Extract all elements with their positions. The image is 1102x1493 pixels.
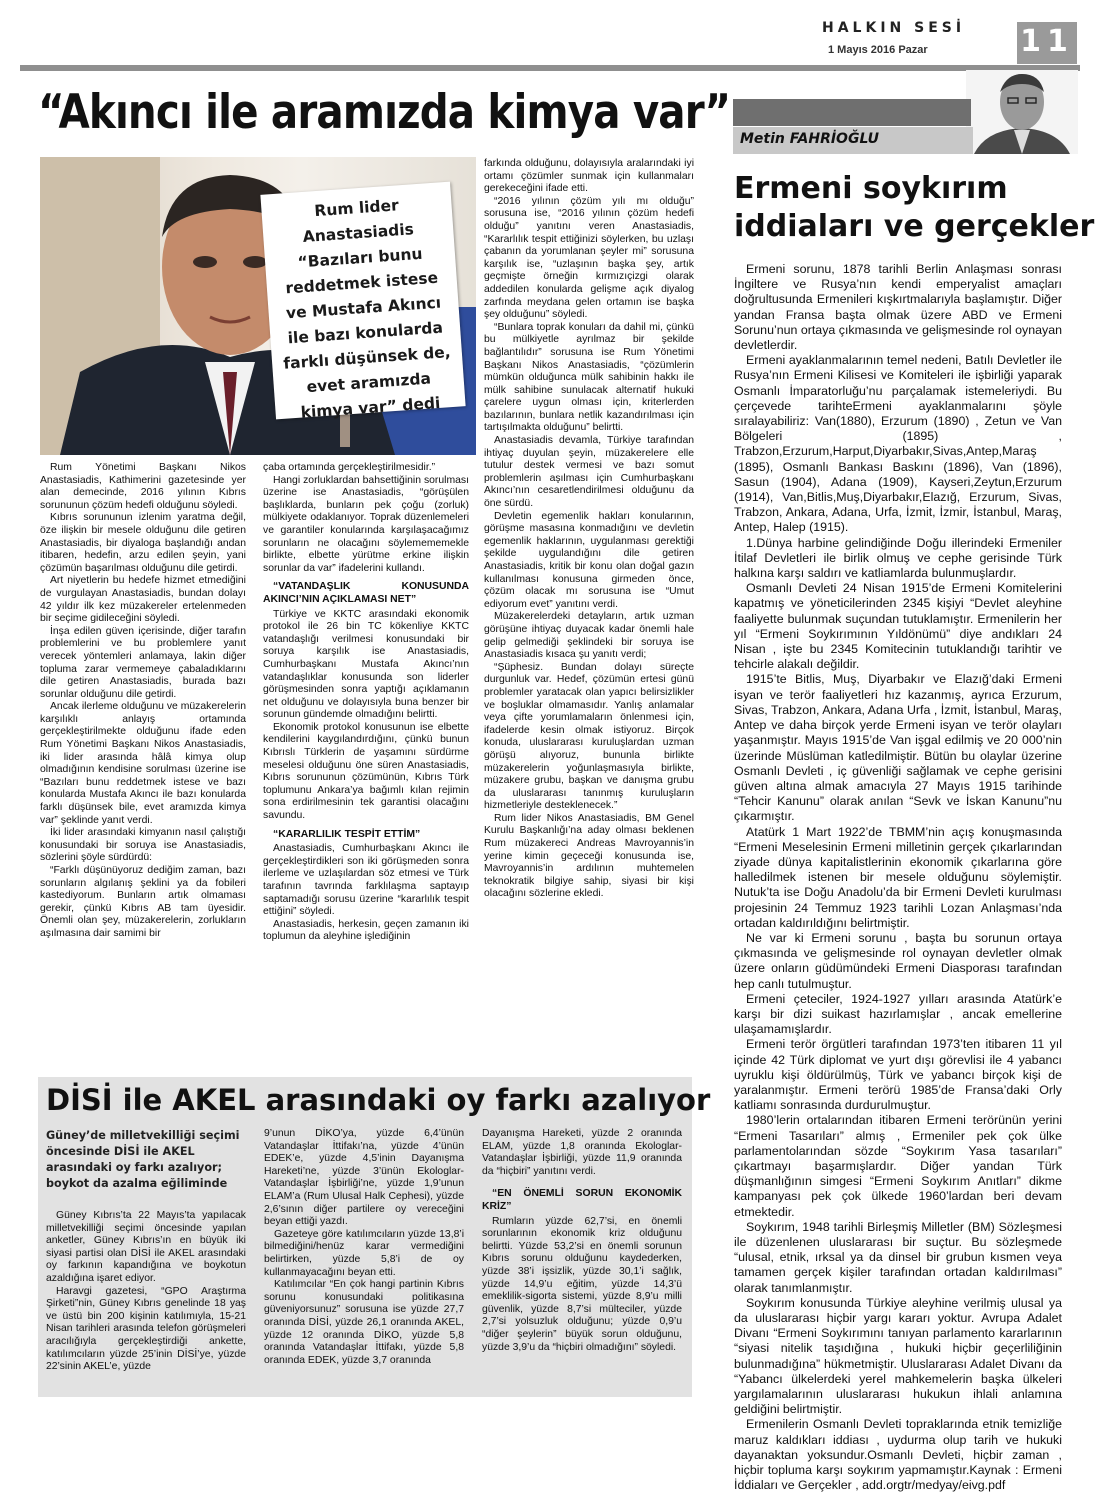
- paragraph: Müzakerelerdeki detayların, artık uzman görüşüne ihtiyaç duyacak kadar önemli hale gelip gelmediği şeklindeki bir soruya ise Anastasiadis kısaca şu yanıtı verdi;: [484, 611, 694, 661]
- paragraph: 9’unun DİKO’ya, yüzde 6,4’ünün Vatandaşlar İttifakı’na, yüzde 4’ünün EDEK’e, yüzde 4,5’inin Dayanışma Hareketi’ne, yüzde 3’ünün Ekologlar-Vatandaşlar İşbirliği’ne, yüzde 1,9’unun ELAM’a (Rum Ulusal Halk Cephesi), yüzde 2,6’sının diğer partilere oy vereceğini beyan ettiği yazdı.: [264, 1128, 464, 1228]
- paragraph: Soykırım konusunda Türkiye aleyhine verilmiş ulusal ya da uluslararası hiçbir yargı kararı yoktur. Avrupa Adalet Divanı “Ermeni Soykırımını tanıyan parlamento kararlarının “siyasi nitelik taşıdığına , hukuki hiçbir geçerliliğinin bulunmadığına” hükmetmiştir. Uluslararası Adalet Divanı da “Yabancı ülkelerdeki yerel mahkemelerin başka ülkeleri yargılamalarının uluslararası hukukun ihlali anlamına geldiğini belirtmiştir.: [734, 1295, 1062, 1417]
- paragraph: Ermeni çeteciler, 1924-1927 yılları arasında Atatürk’e karşı bir dizi suikast hazırlamışlar , ancak emellerine ulaşamamışlardır.: [734, 991, 1062, 1037]
- columnist-name: Metin FAHRİOĞLU: [740, 131, 879, 147]
- masthead-rule: [20, 65, 1080, 71]
- paragraph: Türkiye ve KKTC arasındaki ekonomik protokol ile 26 bin TC kökenliye KKTC vatandaşlığı verilmesi konusundaki bir soruya karşılık ise Anastasiadis, Cumhurbaşkanı Mustafa Akıncı’nın vatandaşlıklar konusunda son liderler görüşmesinden sonra yaptığı açıklamanın net olduğunu ve dolayısıyla buna benzer bir sorunun gündemde olmadığını belirtti.: [263, 608, 469, 721]
- columnist-bar-top: [733, 99, 971, 126]
- paragraph: “Farklı düşünüyoruz dediğim zaman, bazı sorunların algılanış şeklini ya da fobileri kastediyorum. Bunların artık olmaması gerekir, çünkü Kıbrıs AB tam üyesidir. Önemli olan şey, müzakerelerin, zorlukların aşılmasına dair samimi bir: [40, 865, 246, 939]
- paragraph: Rumların yüzde 62,7’si, en önemli sorunlarının ekonomik kriz olduğunu belirtti. Yüzde 53,2’si en önemli sorunun Kıbrıs sorunu olduğunu kaydederken, yüzde 38’i işsizlik, yüzde 30,1’i sağlık, yüzde 14,9’u eğitim, yüzde 14,3’ü emeklilik-sigorta sistemi, yüzde 8,9’u milli güvenlik, yüzde 8,7’si mülteciler, yüzde 2,7’si yolsuzluk olduğunu; yüzde 0,9’u “diğer şeylerin” büyük sorun olduğunu, yüzde 3,9’u da “hiçbiri olmadığını” söyledi.: [482, 1215, 682, 1353]
- paragraph: Atatürk 1 Mart 1922’de TBMM’nin açış konuşmasında “Ermeni Meselesinin Ermeni milletinin gerçek çıkarlarından ziyade dünya kapitalistlerinin ekonomik çıkarlarına göre halledilmek istenen bir mesele olduğunu söylemiştir. Nutuk’ta ise Doğu Anadolu’da bir Ermeni Devleti kurulması projesinin 24 Temmuz 1923 tarihli Lozan Anlaşması’nda ortadan kaldırıldığını belirtmiştir.: [734, 824, 1062, 930]
- subheading: “EN ÖNEMLİ SORUN EKONOMİK KRİZ”: [482, 1188, 682, 1212]
- paragraph: Devletin egemenlik hakları konularının, görüşme masasına konmadığını ve devletin egemenlik haklarının, uygulanması gerektiği şekilde uygulandığını dile getiren Anastasiadis, kritik bir konu olan doğal gazın kullanılması konusuna girmeden önce, çözüm olacak mı sorusuna ise “Umut ediyorum evet” yanıtını verdi.: [484, 510, 694, 610]
- box-lead: Güney’de milletvekilliği seçimi öncesinde DİSİ ile AKEL arasındaki oy farkı azalıyor; boykot da azalma eğiliminde: [46, 1129, 240, 1190]
- paragraph: İki lider arasındaki kimyanın nasıl çalıştığı konusundaki bir soruya ise Anastasiadis, sözlerini şöyle sürdürdü:: [40, 827, 246, 864]
- paragraph: Haravgi gazetesi, “GPO Araştırma Şirketi”nin, Güney Kıbrıs genelinde 18 yaş ve üstü bin 200 kişinin katılımıyla, 15-21 Nisan tarihleri arasında telefon görüşmeleri aracılığıyla gerçekleştirdiği ankette, katılımcıların yüzde 25’inin DİSİ’ye, yüzde 22’sinin AKEL’e, yüzde: [46, 1285, 246, 1373]
- box-col-1: [46, 1210, 246, 1374]
- paragraph: 1915’te Bitlis, Muş, Diyarbakır ve Elazığ’daki Ermeni isyan ve terör faaliyetleri hız kazanmış, ayrıca Erzurum, Sivas, Trabzon, Ankara, Adana Urfa , İzmit, İstanbul, Maraş, Antep ve daha birçok yerde Ermeni isyan ve terör olayları yaşanmıştır. Mayıs 1915’de Van işgal edilmiş ve 20 000’nin üzerinde Müslüman katledilmiştir. Bütün bu olaylar üzerine Osmanlı Devleti , iç güvenliği sağlamak ve cephe gerisini güven altına almak amacıyla 27 Mayıs 1915 tarihinde “Tehcir Kanunu” olarak anılan “Sevk ve İskan Kanunu”nu çıkarmıştır.: [734, 672, 1062, 824]
- box-col-3: [482, 1128, 682, 1354]
- paragraph: farkında olduğunu, dolayısıyla aralarındaki iyi ortamı çözümler sunmak için kullanmaları gerekeceğini ifade etti.: [484, 158, 694, 195]
- subheading: “KARARLILIK TESPİT ETTİM”: [273, 828, 421, 840]
- column-body: [734, 262, 1062, 1493]
- paragraph: Ermenilerin Osmanlı Devleti topraklarında etnik temizliğe maruz kaldıkları iddiası , uydurma olup tarih ve hukuki dayanaktan yoksundur.Osmanlı Devleti, hiçbir zaman , hiçbir topluma karşı soykırım yapmamıştır.Kaynak : Ermeni İddiaları ve Gerçekler , add.orgtr/medyay/eivg.pdf: [734, 1417, 1062, 1493]
- paragraph: çaba ortamında gerçekleştirilmesidir.”: [263, 462, 436, 473]
- pullquote-box: [260, 182, 465, 420]
- main-col-2: [263, 462, 469, 944]
- paragraph: “Şüphesiz. Bundan dolayı süreçte durgunluk var. Hedef, çözümün ertesi günü problemler yaratacak olan yapıcı belirsizlikler ve boşluklar olmamasıdır. Yanlış anlamalar veya çifte yorumlamaların önlenmesi için, ifadelerde kesin olmak istiyoruz. Birçok konuda, uluslararası kuruluşlardan uzman görüşü alıyoruz, bununla birlikte müzakerelerin yoğunlaşmasıyla birlikte, müzakere grubu, başkan ve danışma grubu da uluslararası tanınmış kuruluşların hizmetleriyle desteklenecek.”: [484, 661, 694, 812]
- paragraph: İnşa edilen güven içerisinde, diğer tarafın problemlerini ve bu problemlere yanıt verecek yöntemleri anlamaya, lakin diğer topluma zarar vermemeye çabaladıklarını dile getiren Anastasiadis, burada bazı sorunlar olduğunu dile getirdi.: [40, 625, 246, 700]
- paragraph: Osmanlı Devleti 24 Nisan 1915’de Ermeni Komitelerini kapatmış ve yöneticilerinden 2345 kişiyi “Devlet aleyhine faaliyette bulunmak suçundan tutuklamıştır. Ermenilerin her yıl “Ermeni Soykırımının Yıldönümü” diye andıkları 24 Nisan , işte bu 2345 Komitecinin tutuklandığı tarihtir ve tehcirle alakalı değildir.: [734, 581, 1062, 672]
- paragraph: Rum lider Nikos Anastasiadis, BM Genel Kurulu Başkanlığı’na aday olması beklenen Rum müzakereci Andreas Mavroyannis’in yerine kimin geçeceği konusunda ise, Mavroyannis’in ardılının muhtemelen teknokratik bilgiye sahip, siyasi bir kişi olacağını sözlerine ekledi.: [484, 812, 694, 900]
- paragraph: Dayanışma Hareketi, yüzde 2 oranında ELAM, yüzde 1,8 oranında Ekologlar-Vatandaşlar İşbirliği, yüzde 11,9 oranında da “hiçbiri” yanıtını verdi.: [482, 1128, 682, 1177]
- paragraph: 1980’lerin ortalarından itibaren Ermeni terörünün yerini “Ermeni Tasarıları” almış , Ermeniler pek çok ülke parlamentolarından sözde “Soykırım Yasa tasarıları” çıkartmayı başarmışlardır. Diğer yandan Türk düşmanlığının simgesi “Ermeni Soykırım Anıtları” dikme kampanyası pek çok ülkede 1960’lardan beri devam etmektedir.: [734, 1113, 1062, 1219]
- main-col-1: [40, 462, 246, 941]
- paragraph: Ekonomik protokol konusunun ise elbette kendilerini kaygılandırdığını, çünkü bunun Kıbrıslı Türklerin de yaşamını sürdürme meselesi olduğunu öne süren Anastasiadis, Kıbrıs sorununun çözümünün, Kıbrıs Türk toplumunu Ankara’ya bağımlı kılan rejimin sona erdirilmesinin tek garantisi olacağını savundu.: [263, 721, 469, 822]
- paragraph: Kıbrıs sorununun izlenim yaratma değil, öze ilişkin bir mesele olduğunu dile getiren Anastasiadis, bir diyaloga başlandığı andan itibaren, hedefin, arzu edilen şeyin, yani çözümün başarılması olduğunu dile getirdi.: [40, 512, 246, 574]
- pullquote-text: Rum lider Anastasiadis “Bazıları bunu reddetmek istese ve Mustafa Akıncı ile bazı konularda farklı düşünsek de, evet aramızda kimya var” dedi: [282, 196, 452, 422]
- paragraph: Ermeni sorunu, 1878 tarihli Berlin Anlaşması sonrası İngiltere ve Rusya’nın kendi emperyalist amaçları doğrultusunda Ermenileri kışkırtmalarıyla başlamıştır. Diğer yandan Fransa başta olmak üzere ABD ve Ermeni Sorunu’nun ortaya çıkmasında ve gelişmesinde rol oynayan devletlerdir.: [734, 262, 1062, 353]
- box-headline: DİSİ ile AKEL arasındaki oy farkı azalıyor: [46, 1083, 711, 1117]
- paragraph: Soykırım, 1948 tarihli Birleşmiş Milletler (BM) Sözleşmesi ile düzenlenen uluslararası bir suçtur. Bu sözleşmede “ulusal, etnik, ırksal ya da dinsel bir grubun kısmen veya tamamen gerçek kişiler tarafından ortadan kaldırılması” olarak tanımlanmıştır.: [734, 1219, 1062, 1295]
- paragraph: Art niyetlerin bu hedefe hizmet etmediğini de vurgulayan Anastasiadis, bundan dolayı 42 yıldır ilk kez müzakereler ertelenmeden bir seçime gidileceğini söyledi.: [40, 575, 246, 625]
- main-headline: “Akıncı ile aramızda kimya var”: [38, 85, 731, 140]
- masthead-name: HALKIN SESİ: [822, 20, 966, 36]
- paragraph: “2016 yılının çözüm yılı mı olduğu” sorusuna ise, “2016 yılının çözüm hedefi olduğu” yanıtını veren Anastasiadis, “Kararlılık tespit ettiğinizi söylerken, bu uzlaşı çabanın da yorumlanan şeyler mi” sorusuna karşılık ise, “uzlaşının başka şey, artık geçmişte örneğin kırmızıçizgi olarak addedilen konularda gelişme açık diyalog zarfında meydana gelen ortamın ise başka şey olduğunu” söyledi.: [484, 195, 694, 321]
- paragraph: Anastasiadis, herkesin, geçen zamanın iki toplumun da aleyhine işlediğinin: [263, 918, 469, 943]
- paragraph: Katılımcılar “En çok hangi partinin Kıbrıs sorunu konusundaki politikasına güveniyorsunuz” sorusuna ise yüzde 27,7 oranında DİSİ, yüzde 26,1 oranında AKEL, yüzde 12 oranında DİKO, yüzde 5,8 oranında Vatandaşlar İttifakı, yüzde 5,8 oranında EDEK, yüzde 3,7 oranında: [264, 1279, 464, 1366]
- paragraph: Ne var ki Ermeni sorunu , başta bu sorunun ortaya çıkmasında ve gelişmesinde rol oynayan devletler olmak üzere onların güdümündeki Ermeni Diasporası tarafından hep canlı tutulmuştur.: [734, 930, 1062, 991]
- paragraph: Rum Yönetimi Başkanı Nikos Anastasiadis, Kathimerini gazetesinde yer alan demecinde, 2016 yılının Kıbrıs sorununun çözüm hedefi olduğunu söyledi.: [40, 462, 246, 511]
- page-number: 11: [1020, 24, 1074, 59]
- paragraph: “Bunlara toprak konuları da dahil mi, çünkü bu mülkiyetle ayrılmaz bir şekilde bağlantılıdır” sorusuna ise Rum Yönetimi Başkanı Nikos Anastasiadis, “çözümlerin mümkün olduğunca mülk sahibinin hakkı ile mülk sahibine sunulacak alternatif hukuki çarelere uygun olması için, kriterlerden bazılarının, bunlara netlik kazandırılması için tartışılmakta olduğunu” belirtti.: [484, 321, 694, 434]
- paragraph: Ermeni ayaklanmalarının temel nedeni, Batılı Devletler ile Rusya’nın Ermeni Kilisesi ve Komiteleri ile işbirliği yaparak Osmanlı İmparatorluğu’nu parçalamak istemeleriydi. Bu çerçevede tarihteErmeni ayaklanmalarını şöyle sıralayabiliriz: Van(1880), Erzurum (1890) , Zetun ve Van Bölgeleri (1895) , Trabzon,Erzurum,Harput,Diyarbakır,Sivas,Antep,Maraş (1895), Osmanlı Bankası Baskını (1896), Van (1896), Sasun (1904), Adana (1909), Kayseri,Zeytun,Erzurum (1914), Van,Bitlis,Muş,Diyarbakır,Elazığ, Erzurum, Sivas, Trabzon, Ankara, Adana, Urfa, İzmit, İzmir, İstanbul, Maraş, Antep, Halep (1915).: [734, 353, 1062, 535]
- paragraph: Gazeteye göre katılımcıların yüzde 13,8’i bilmediğini/henüz karar vermediğini belirtirken, yüzde 5,8’i de oy kullanmayacağını beyan etti.: [264, 1228, 464, 1278]
- paragraph: Anastasiadis devamla, Türkiye tarafından ihtiyaç duyulan şeyin, müzakerelere elle tutulur destek vermesi ve bazı somut problemlerin aşılması için Cumhurbaşkanı Akıncı’nın cesaretlendirilmesi olduğunu da öne sürdü.: [484, 435, 694, 510]
- paragraph: Güney Kıbrıs’ta 22 Mayıs’ta yapılacak milletvekilliği seçimi öncesinde yapılan anketler, Güney Kıbrıs’ın en büyük iki siyasi partisi olan DİSİ ile AKEL arasındaki oy farkının kapandığına ve boykotun azaldığına işaret ediyor.: [46, 1210, 246, 1284]
- column-headline-1: Ermeni soykırım: [734, 171, 1008, 206]
- masthead-date: 1 Mayıs 2016 Pazar: [828, 44, 928, 56]
- paragraph: Anastasiadis, Cumhurbaşkanı Akıncı ile gerçekleştirdikleri son iki görüşmeden sonra ilerleme ve uzlaşılardan söz etmesi ve Türk tarafının tavrında farklılaşma saptayıp saptamadığı sorusu üzerine “kararlılık tespit ettiğini” söyledi.: [263, 843, 469, 918]
- column-headline-2: iddiaları ve gerçekler: [734, 209, 1095, 244]
- subheading: “VATANDAŞLIK KONUSUNDA AKINCI’NIN AÇIKLAMASI NET”: [263, 581, 469, 605]
- paragraph: Ancak ilerleme olduğunu ve müzakerelerin karşılıklı anlayış ortamında gerçekleştirilmekte olduğunu ifade eden Rum Yönetimi Başkanı Nikos Anastasiadis, iki lider arasında hâlâ kimya olup olmadığının kendisine sorulması üzerine ise “Bazıları bunu reddetmek istese ve bazı konularda Mustafa Akıncı ile bazı konularda farklı düşünsek bile, evet aramızda kimya var” şeklinde yanıt verdi.: [40, 701, 246, 826]
- paragraph: 1.Dünya harbine gelindiğinde Doğu illerindeki Ermeniler İtilaf Devletleri ile birlik olmuş ve cephe gerisinde Türk halkına karşı saldırı ve katliamlarda bulunmuşlardır.: [734, 535, 1062, 581]
- main-col-3: [484, 158, 694, 901]
- paragraph: Hangi zorluklardan bahsettiğinin sorulması üzerine ise Anastasiadis, “görüşülen başlıklarda, bunların pek çoğu (zorluk) mülkiyete odaklanıyor. Toprak düzenlemeleri ve garantiler konularında karşılaşacağımız sorunların ne olacağını söylemememekle birlikte, elbette yürütme erkine ilişkin sorunlar da var” ifadelerini kullandı.: [263, 474, 469, 574]
- box-col-2: [264, 1128, 464, 1367]
- paragraph: Ermeni terör örgütleri tarafından 1973’ten itibaren 11 yıl içinde 42 Türk diplomat ve yurt dışı görevlisi ile 4 yabancı uyruklu kişi öldürülmüş, Türk ve yabancı birçok kişi de yaralanmıştır. Ermeni terörü 1985’de Fransa’daki Orly katliamı sonrasında durdurulmuştur.: [734, 1037, 1062, 1113]
